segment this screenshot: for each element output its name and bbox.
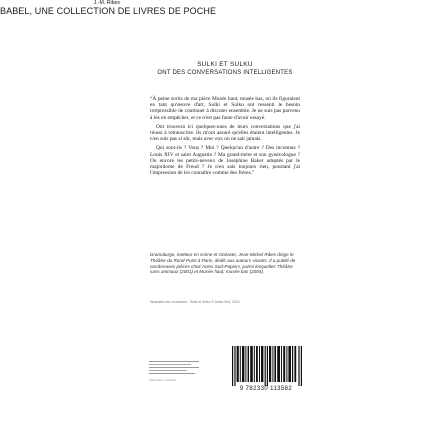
quote-paragraph-1: “À peine sortis de ma pièce Musée haut, musée bas, où ils figuraient en tant qu'œuvre d'art, Sulki et Sulku ont ressenti le besoin irrépressible de continuer à discuter ensemble. Je ne suis pas parvenu à les en empêcher, et ce n'est pas faute d'avoir essayé. (150, 96, 300, 121)
author-bio: Dramaturge, metteur en scène et cinéaste, Jean-Michel Ribes dirige le Théâtre du Rond-Point à Paris, dédié aux auteurs vivants. Il a publié de nombreuses pièces chez Actes Sud-Papiers, parmi lesquelles Théâtre sans animaux (2001) et Musée haut, musée bas (2004). (150, 252, 296, 275)
isbn-number: 9 782330 113582 (239, 386, 293, 392)
book-subtitle: ONT DES CONVERSATIONS INTELLIGENTES (157, 70, 293, 76)
title-block (150, 60, 300, 78)
quote-paragraph-3: Qui sont-ils ? Vous ? Moi ? Quelqu'un d'autre ? Des inconnus ? Louis XIV et saint Augustin ? Ma grand-mère et son gynécologue ? Ou encore les petits-neveux de Joséphine Baker adoptés par le majordome de Freud ? Je n'en sais toujours rien, pourtant j'ai l'impression de les connaître comme des frères.” (150, 145, 300, 177)
quote-signature: J.-M. Ribes (93, 0, 120, 6)
publisher-logo-caption: Actes Sud · Leméac (149, 378, 177, 382)
cover-credit: Illustration de couverture : Sulki et Sulku © Actes Sud, 2010 (150, 300, 240, 304)
quote-paragraph-2: Ont trouvera ici quelques-unes de leurs conversations que j'ai réussi à retranscrire. Ils m'ont assuré qu'elles étaient intelligentes. Je n'en suis pas si sûr, mais avec eux on ne sait jamais. (150, 123, 300, 143)
publisher-logo-icon (149, 360, 199, 376)
book-title-authors: SULKI ET SULKU (197, 61, 253, 68)
isbn-barcode (232, 346, 302, 386)
publisher-logo (149, 360, 199, 382)
back-cover-quote (150, 96, 300, 179)
series-heading: BABEL, UNE COLLECTION DE LIVRES DE POCHE (0, 6, 217, 16)
